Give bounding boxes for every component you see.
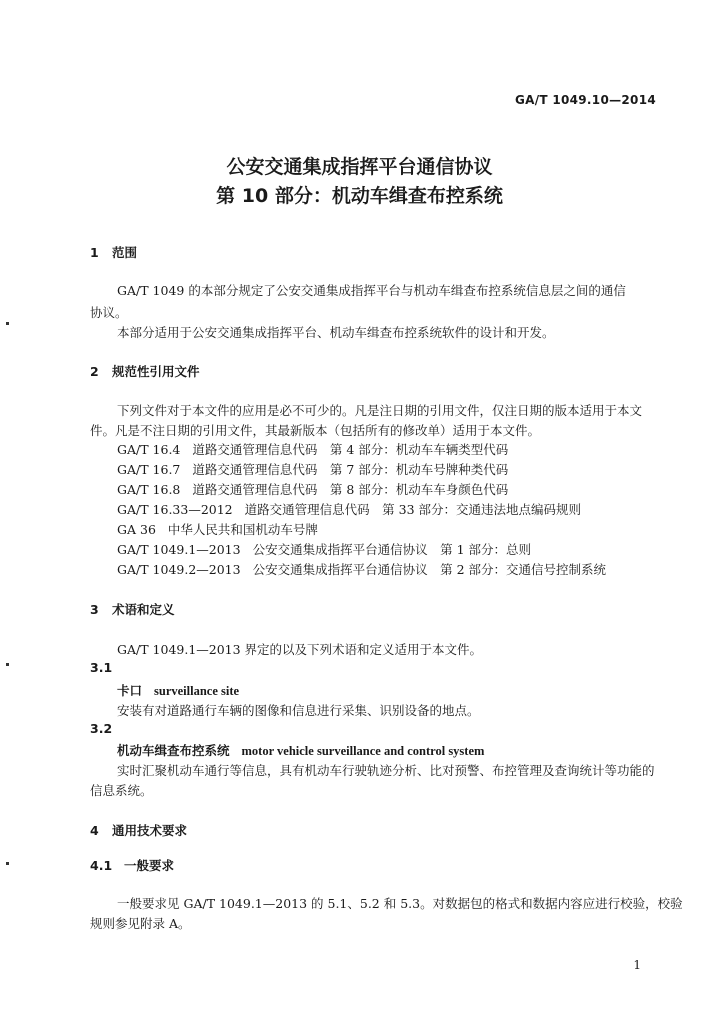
term-number: 3.2	[90, 721, 113, 736]
subsection-title: 一般要求	[124, 858, 175, 873]
section-title: 术语和定义	[112, 602, 175, 617]
reference-item	[117, 520, 330, 538]
document-title-line1: 公安交通集成指挥平台通信协议	[226, 156, 493, 178]
subsection-4-1-heading	[90, 856, 174, 874]
section-2-heading	[90, 362, 200, 380]
paragraph-line: 件。凡是不注日期的引用文件，其最新版本（包括所有的修改单）适用于本文件。	[90, 423, 541, 438]
scan-speck	[6, 862, 9, 865]
term-zh: 机动车缉查布控系统	[117, 743, 230, 758]
reference-item	[117, 560, 618, 578]
subsection-number: 4.1	[90, 858, 113, 873]
reference-title: 道路交通管理信息代码 第 7 部分：机动车号牌种类代码	[192, 462, 509, 477]
term-en: surveillance site	[154, 684, 240, 698]
reference-code: GA 36	[117, 522, 156, 537]
reference-title: 公安交通集成指挥平台通信协议 第 2 部分：交通信号控制系统	[252, 562, 606, 577]
term-number: 3.1	[90, 660, 113, 675]
section-number: 1	[90, 245, 99, 260]
term-heading	[117, 741, 484, 759]
section-number: 4	[90, 823, 99, 838]
paragraph-line: GA/T 1049 的本部分规定了公安交通集成指挥平台与机动车缉查布控系统信息层之间的通信	[117, 283, 626, 298]
paragraph-line: 下列文件对于本文件的应用是必不可少的。凡是注日期的引用文件，仅注日期的版本适用于本文	[117, 403, 643, 418]
reference-item	[117, 540, 543, 558]
scan-speck	[6, 322, 9, 325]
section-number: 2	[90, 364, 99, 379]
reference-item	[117, 500, 593, 518]
scan-speck	[6, 663, 9, 666]
section-number: 3	[90, 602, 99, 617]
reference-item	[117, 440, 520, 458]
section-title: 范围	[112, 245, 138, 260]
section-3-heading	[90, 600, 175, 618]
reference-code: GA/T 16.8	[117, 482, 181, 497]
paragraph-line: GA/T 1049.1—2013 界定的以及下列术语和定义适用于本文件。	[117, 642, 483, 657]
term-definition: 安装有对道路通行车辆的图像和信息进行采集、识别设备的地点。	[117, 703, 480, 718]
page-number: 1	[633, 958, 641, 972]
reference-code: GA/T 16.7	[117, 462, 181, 477]
reference-code: GA/T 16.4	[117, 442, 181, 457]
reference-title: 道路交通管理信息代码 第 4 部分：机动车车辆类型代码	[192, 442, 509, 457]
paragraph-line: 本部分适用于公安交通集成指挥平台、机动车缉查布控系统软件的设计和开发。	[117, 325, 555, 340]
term-zh: 卡口	[117, 683, 143, 698]
reference-title: 道路交通管理信息代码 第 33 部分：交通违法地点编码规则	[244, 502, 581, 517]
term-en: motor vehicle surveillance and control system	[241, 744, 485, 758]
term-heading	[117, 681, 239, 699]
section-title: 通用技术要求	[112, 823, 188, 838]
document-title-line2: 第 10 部分：机动车缉查布控系统	[216, 185, 503, 207]
section-1-heading	[90, 243, 137, 261]
term-definition: 信息系统。	[90, 783, 153, 798]
section-title: 规范性引用文件	[112, 364, 200, 379]
reference-title: 中华人民共和国机动车号牌	[167, 522, 318, 537]
reference-item	[117, 460, 520, 478]
reference-code: GA/T 1049.1—2013	[117, 542, 241, 557]
standard-id-header: GA/T 1049.10—2014	[514, 93, 656, 107]
reference-code: GA/T 16.33—2012	[117, 502, 233, 517]
section-4-heading	[90, 821, 187, 839]
term-definition: 实时汇聚机动车通行等信息，具有机动车行驶轨迹分析、比对预警、布控管理及查询统计等功能的	[117, 763, 655, 778]
paragraph-line: 一般要求见 GA/T 1049.1—2013 的 5.1、5.2 和 5.3。对数据包的格式和数据内容应进行校验，校验	[117, 896, 683, 911]
reference-title: 公安交通集成指挥平台通信协议 第 1 部分：总则	[252, 542, 531, 557]
reference-title: 道路交通管理信息代码 第 8 部分：机动车车身颜色代码	[192, 482, 509, 497]
reference-code: GA/T 1049.2—2013	[117, 562, 241, 577]
paragraph-line: 规则参见附录 A。	[90, 916, 191, 931]
paragraph-line: 协议。	[90, 305, 128, 320]
reference-item	[117, 480, 520, 498]
